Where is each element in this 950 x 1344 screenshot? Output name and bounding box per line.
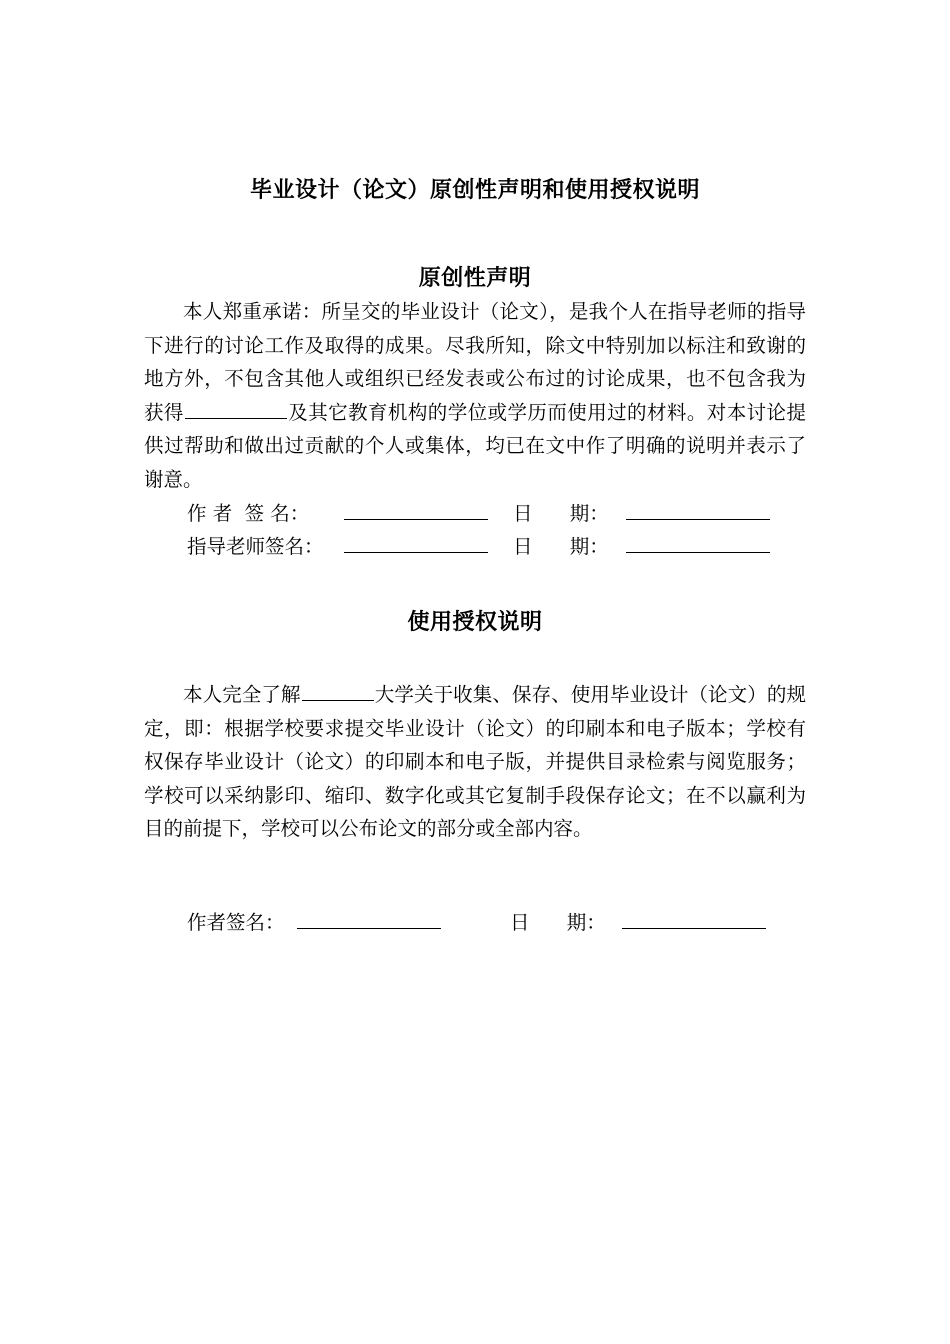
advisor-signature-row <box>187 530 770 563</box>
authorization-text-part1: 本人完全了解 <box>183 683 301 706</box>
authorization-author-line[interactable] <box>297 906 441 929</box>
originality-heading: 原创性声明 <box>418 266 532 291</box>
author-date-line[interactable] <box>626 497 770 520</box>
author-signature-label: 作 者 签 名： <box>187 502 310 525</box>
authorization-statement <box>144 678 806 846</box>
originality-text-part1: 本人郑重承诺：所呈交的毕业设计（论文），是我个人在指导老师的指导下进行的讨论工作及取得的成果。尽我所知，除文中特别加以标注和致谢的地方外，不包含其他人或组织已经发表或公布过的讨论成果，也不包含我为获得 <box>144 300 806 424</box>
originality-text-part2: 及其它教育机构的学位或学历而使用过的材料。对本讨论提供过帮助和做出过贡献的个人或集体，均已在文中作了明确的说明并表示了谢意。 <box>144 400 806 491</box>
advisor-date-label: 日 期： <box>513 535 609 558</box>
main-title: 毕业设计（论文）原创性声明和使用授权说明 <box>249 178 700 203</box>
originality-statement <box>144 295 806 496</box>
advisor-date-line[interactable] <box>626 530 770 553</box>
authorization-date-line[interactable] <box>622 906 766 929</box>
authorization-text-part2: 大学关于收集、保存、使用毕业设计（论文）的规定，即：根据学校要求提交毕业设计（论文）的印刷本和电子版本；学校有权保存毕业设计（论文）的印刷本和电子版，并提供目录检索与阅览服务；学校可以采纳影印、缩印、数字化或其它复制手段保存论文；在不以赢利为目的前提下，学校可以公布论文的部分或全部内容。 <box>144 683 806 840</box>
author-signature-row <box>187 497 770 530</box>
authorization-heading: 使用授权说明 <box>407 610 543 635</box>
advisor-signature-line[interactable] <box>344 530 488 553</box>
authorization-date-label: 日 期： <box>510 911 606 934</box>
authorization-author-label: 作者签名： <box>187 911 285 934</box>
institution-blank[interactable] <box>185 396 287 419</box>
university-blank[interactable] <box>302 678 374 701</box>
author-date-label: 日 期： <box>513 502 609 525</box>
authorization-signature-row <box>187 906 766 939</box>
advisor-signature-label: 指导老师签名： <box>187 535 324 558</box>
author-signature-line[interactable] <box>344 497 488 520</box>
